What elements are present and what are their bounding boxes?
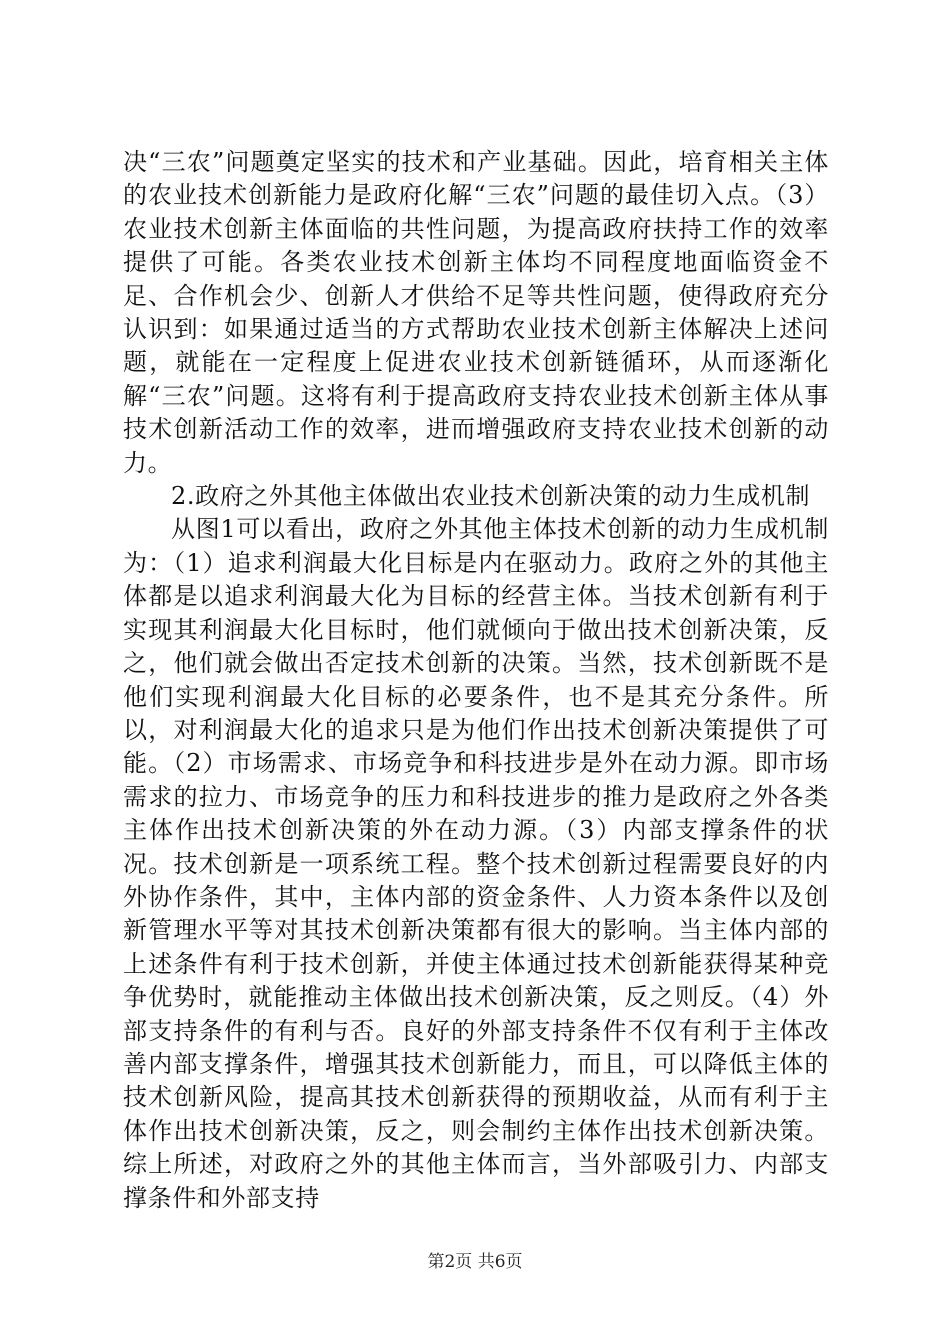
- paragraph-continued: 决“三农”问题奠定坚实的技术和产业基础。因此，培育相关主体的农业技术创新能力是政府化解“三农”问题的最佳切入点。（3）农业技术创新主体面临的共性问题，为提高政府扶持工作的效率提供了可能。各类农业技术创新主体均不同程度地面临资金不足、合作机会少、创新人才供给不足等共性问题，使得政府充分认识到：如果通过适当的方式帮助农业技术创新主体解决上述问题，就能在一定程度上促进农业技术创新链循环，从而逐渐化解“三农”问题。这将有利于提高政府支持农业技术创新主体从事技术创新活动工作的效率，进而增强政府支持农业技术创新的动力。: [123, 148, 829, 477]
- paragraph: 从图1可以看出，政府之外其他主体技术创新的动力生成机制为：（1）追求利润最大化目标是内在驱动力。政府之外的其他主体都是以追求利润最大化为目标的经营主体。当技术创新有利于实现其利润最大化目标时，他们就倾向于做出技术创新决策，反之，他们就会做出否定技术创新的决策。当然，技术创新既不是他们实现利润最大化目标的必要条件，也不是其充分条件。所以，对利润最大化的追求只是为他们作出技术创新决策提供了可能。（2）市场需求、市场竞争和科技进步是外在动力源。即市场需求的拉力、市场竞争的压力和科技进步的推力是政府之外各类主体作出技术创新决策的外在动力源。（3）内部支撑条件的状况。技术创新是一项系统工程。整个技术创新过程需要良好的内外协作条件，其中，主体内部的资金条件、人力资本条件以及创新管理水平等对其技术创新决策都有很大的影响。当主体内部的上述条件有利于技术创新，并使主体通过技术创新能获得某种竞争优势时，就能推动主体做出技术创新决策，反之则反。（4）外部支持条件的有利与否。良好的外部支持条件不仅有利于主体改善内部支撑条件，增强其技术创新能力，而且，可以降低主体的技术创新风险，提高其技术创新获得的预期收益，从而有利于主体作出技术创新决策，反之，则会制约主体作出技术创新决策。综上所述，对政府之外的其他主体而言，当外部吸引力、内部支撑条件和外部支持: [123, 515, 829, 1212]
- body-text: [123, 146, 829, 1215]
- section-heading: 2.政府之外其他主体做出农业技术创新决策的动力生成机制: [171, 482, 811, 511]
- page-footer: 第2页 共6页: [427, 1252, 523, 1272]
